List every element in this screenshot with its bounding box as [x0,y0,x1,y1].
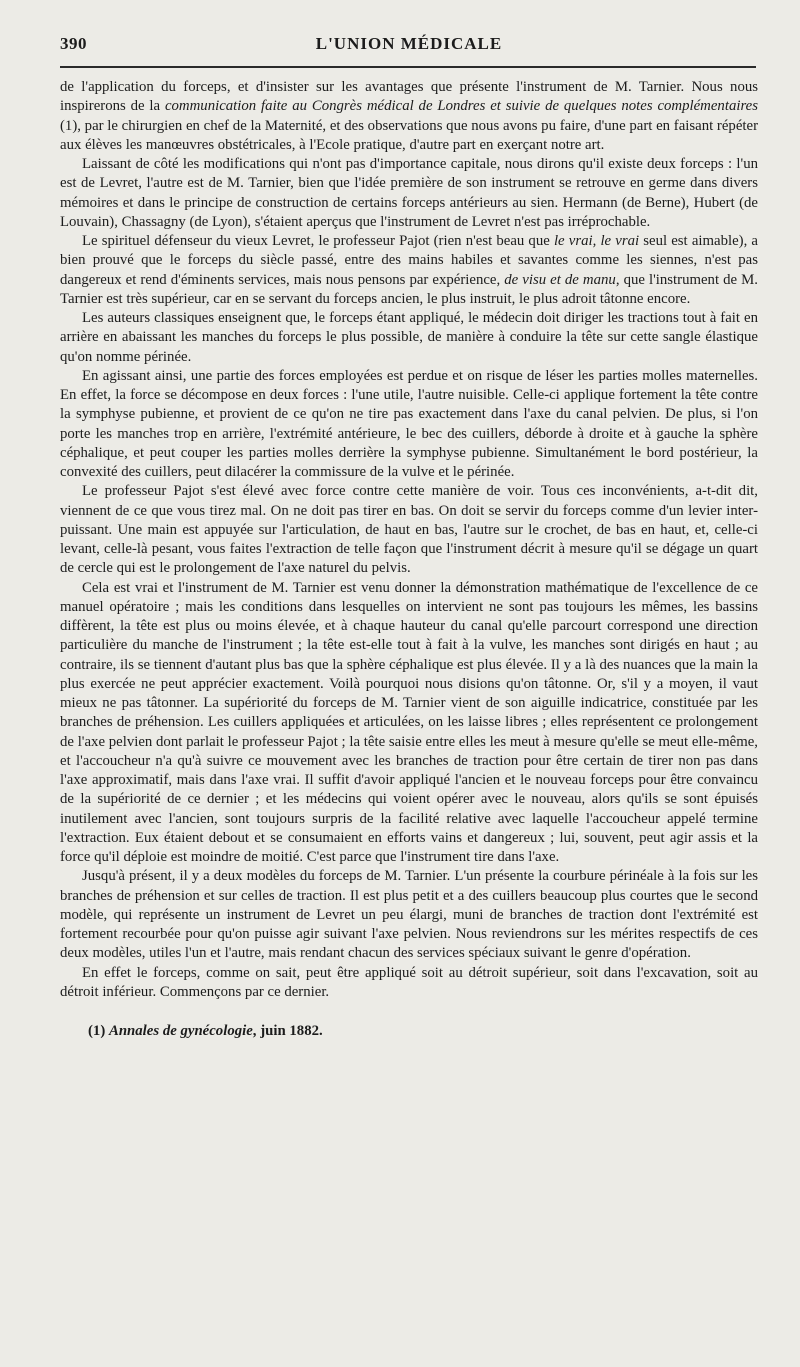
paragraph-3: Le spirituel défenseur du vieux Levret, le professeur Pajot (rien n'est beau que le vrai, le vrai seul est aimable), a bien prouvé que le forceps du siècle passé, entre des mains habiles et savantes comme les siennes, n'est pas dangereux et rend d'éminents services, mais nous pensons par expérience, de visu et de manu, que l'instrument de M. Tarnier est très supérieur, car en se servant du forceps ancien, le plus instruit, le plus adroit tâtonne encore. [60,233,758,307]
paragraph-9: En effet le forceps, comme on sait, peut être appliqué soit au détroit supérieur, soit dans l'excavation, soit au détroit inférieur. Commençons par ce dernier. [60,964,758,1000]
running-title: L'UNION MÉDICALE [315,34,503,53]
paragraph-8: Jusqu'à présent, il y a deux modèles du forceps de M. Tarnier. L'un présente la courbure périnéale à la fois sur les branches de préhension et sur celles de traction. Il est plus petit et a des cuillers beaucoup plus courtes que le second modèle, qui représente un instrument de Levret un peu élargi, muni de branches de traction dont l'extrémité est fortement recourbée pour qu'on puisse agir suivant l'axe pelvien. Nous reviendrons sur les mérites respectifs de ces deux modèles, utiles l'un et l'autre, mais rendant chacun des services spéciaux suivant le genre d'opération. [60,868,758,962]
header-rule [60,66,756,68]
article-body [60,78,758,1002]
paragraph-6: Le professeur Pajot s'est élevé avec force contre cette manière de voir. Tous ces inconvénients, a-t-dit dit, viennent de ce que vous tirez mal. On ne doit pas tirer en bas. On doit se servir du forceps comme d'un levier inter-puissant. Une main est appuyée sur l'articulation, de haut en bas, l'autre sur le crochet, de bas en haut, et, celle-ci levant, celle-là pesant, vous faites l'extraction de telle façon que l'instrument décrit à mesure qu'il se dégage un quart de cercle qui est le prolongement de l'axe naturel du pelvis. [60,483,758,577]
paragraph-2: Laissant de côté les modifications qui n'ont pas d'importance capitale, nous dirons qu'il existe deux forceps : l'un est de Levret, l'autre est de M. Tarnier, bien que l'idée première de son instrument se retrouve en germe dans divers mémoires et dans le principe de construction de certains forceps antérieurs au sien. Hermann (de Berne), Hubert (de Louvain), Chassagny (de Lyon), s'étaient aperçus que l'instrument de Levret n'est pas irréprochable. [60,156,758,230]
paragraph-7: Cela est vrai et l'instrument de M. Tarnier est venu donner la démonstration mathématique de l'excellence de ce manuel opératoire ; mais les conditions dans lesquelles on intervient ne sont pas toujours les mêmes, les bassins diffèrent, la tête est plus ou moins élevée, et à chaque hauteur du canal qu'elle parcourt correspond une direction particulière du manche de l'instrument ; la tête est-elle tout à fait à la vulve, les manches sont dirigés en haut ; au contraire, ils se tiennent d'autant plus bas que la sphère céphalique est plus élevée. Il y a là des nuances que la main la plus exercée ne peut apprécier exactement. Voilà pourquoi nous disions qu'on tâtonne. Or, s'il y a moyen, il vaut mieux ne pas tâtonner. La supériorité du forceps de M. Tarnier vient de son aiguille indicatrice, constituée par les branches de préhension. Les cuillers appliquées et articulées, on les laisse libres ; elles représentent ce prolongement de l'axe pelvien dont parlait le professeur Pajot ; la tête saisie entre elles les meut à mesure qu'elle se meut elle-même, et l'accoucheur n'a qu'à suivre ce mouvement avec les branches de traction pour être certain de tirer non pas dans l'axe approximatif, mais dans l'axe vrai. Il suffit d'avoir appliqué l'ancien et le nouveau forceps pour être convaincu de la supériorité de ce dernier ; et les médecins qui voient opérer avec le nouveau, alors qu'ils se sont épuisés inutilement avec l'ancien, sont toujours surpris de la facilité relative avec laquelle l'accoucheur appelé termine l'extraction. Eux étaient debout et se consumaient en efforts vains et dangereux ; lui, souvent, peut agir assis et la force qu'il déploie est moindre de moitié. C'est parce que l'instrument tire dans l'axe. [60,579,758,865]
quote-vrai: le vrai, le vrai [553,233,640,249]
cited-communication-title: communication faite au Congrès médical de Londres et suivie de quelques notes complémentaires [164,98,758,115]
paragraph-4: Les auteurs classiques enseignent que, le forceps étant appliqué, le médecin doit diriger les tractions tout à fait en arrière en abaissant les manches du forceps le plus possible, de manière à conduire la tête sur cette sangle élastique qu'on nomme périnée. [60,310,758,365]
paragraph-1: de l'application du forceps, et d'insister sur les avantages que présente l'instrument de M. Tarnier. Nous nous inspirerons de la communication faite au Congrès médical de Londres et suivie de quelques notes complémentaires (1), par le chirurgien en chef de la Maternité, et des observations que nous avons pu faire, d'une part en faisant répéter aux élèves les manœuvres obstétricales, à l'Ecole pratique, d'autre part en exerçant notre art. [60,79,758,153]
footnote-date: , juin 1882. [252,1023,323,1039]
latin-phrase: de visu et de manu [504,271,616,288]
footnote-marker: (1) [88,1023,109,1039]
footnote-title: Annales de gynécologie [108,1023,253,1039]
page-number: 390 [60,34,87,53]
page-header [60,30,758,60]
footnote [60,1022,758,1041]
paragraph-5: En agissant ainsi, une partie des forces employées est perdue et on risque de léser les parties molles maternelles. En effet, la force se décompose en deux forces : l'une utile, l'autre nuisible. Celle-ci applique fortement la tête contre la symphyse pubienne, et provient de ce qu'on ne tire pas exactement dans l'axe du canal pelvien. De plus, si l'on porte les manches trop en arrière, l'extrémité antérieure, le bec des cuillers, déborde à droite et à gauche la sphère céphalique, et peut couper les parties molles derrière la symphyse pubienne. Simultanément le bord postérieur, la convexité des cuillers, peut dilacérer la commissure de la vulve et le périnée. [60,367,758,480]
